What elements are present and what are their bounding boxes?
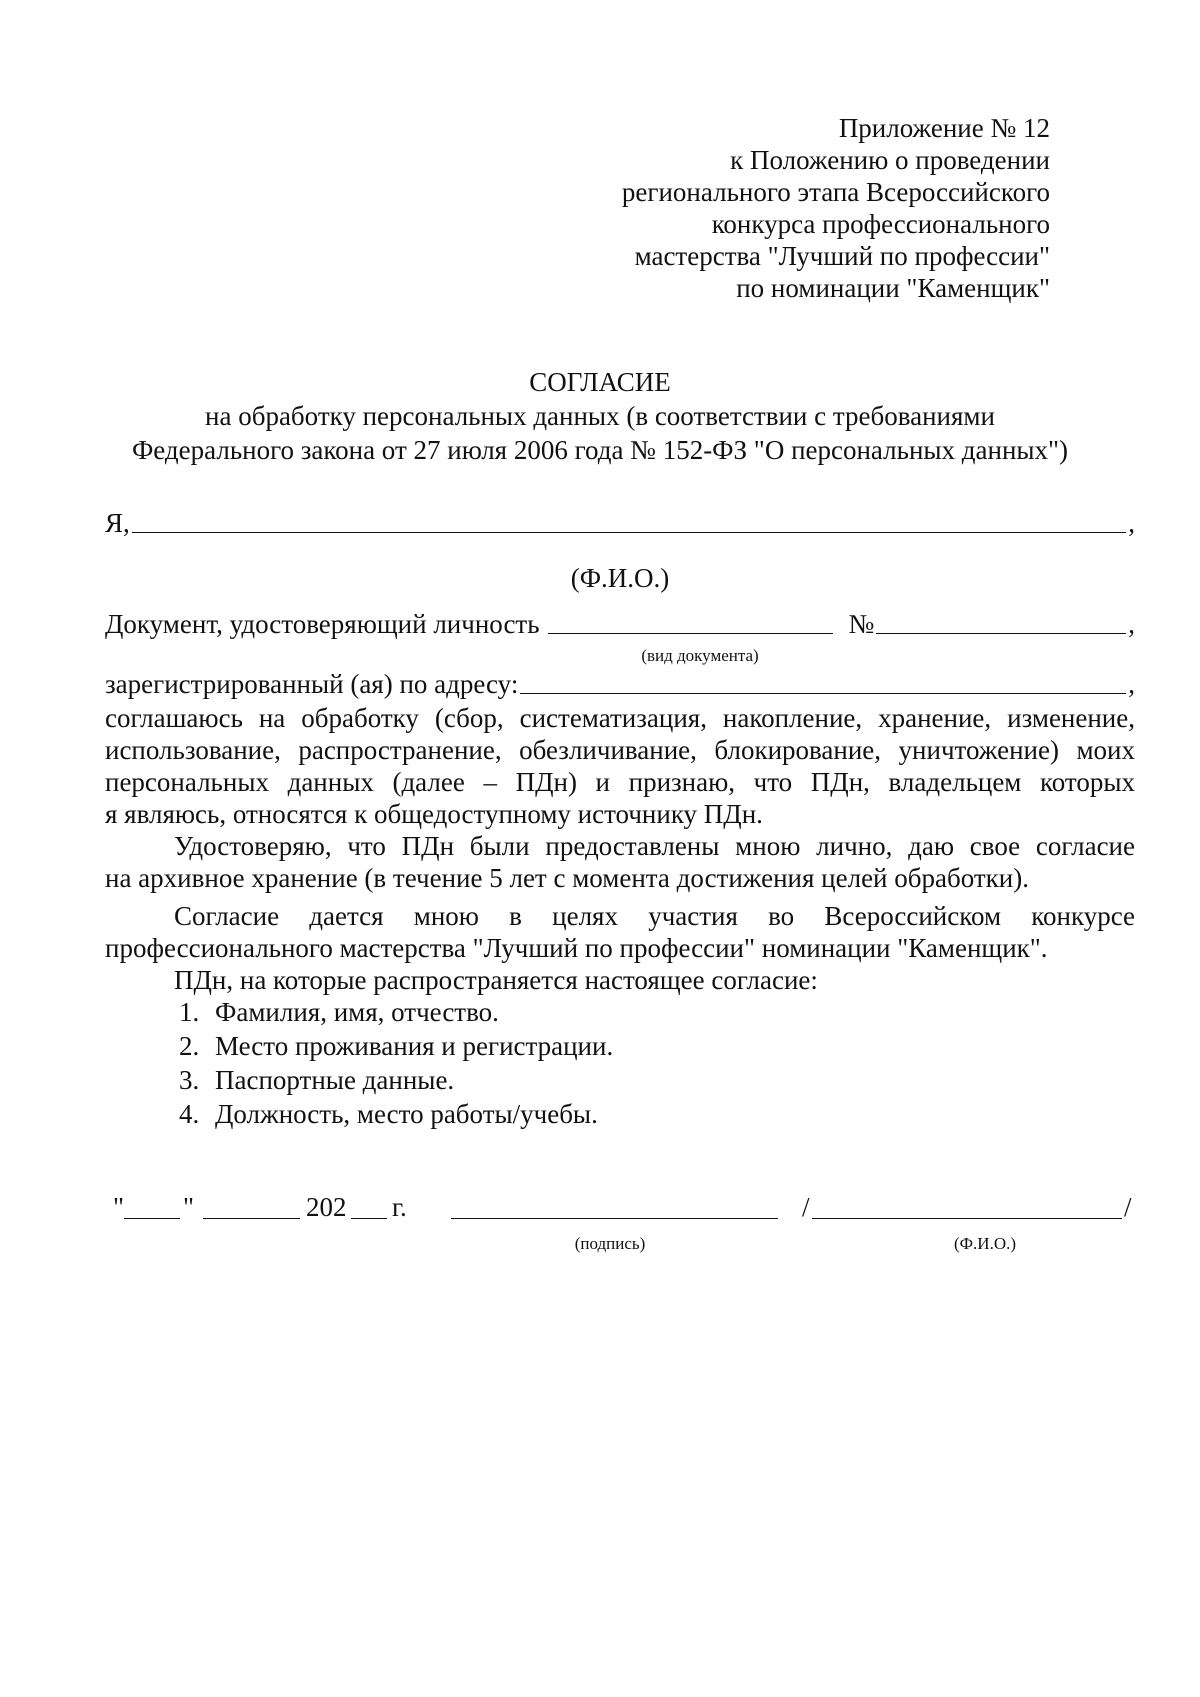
signature-fio-caption: (Ф.И.О.) [953,1234,1017,1253]
p2-line: Удостоверяю, что ПДн были предоставлены мною лично, даю свое согласие [174,831,1135,861]
date-quote-open: " [113,1192,125,1222]
header-line-5: мастерства "Лучший по профессии" [634,241,1050,271]
p1-line: я являюсь, относятся к общедоступному источнику ПДн. [105,799,763,829]
day-input-line[interactable] [124,1218,180,1219]
list-item: 1. Фамилия, имя, отчество. [179,997,499,1027]
header-line-6: по номинации "Каменщик" [736,273,1050,303]
header-line-1: Приложение № 12 [838,113,1050,143]
p3-line: Согласие дается мною в целях участия во Всероссийском конкурсе [174,901,1135,931]
header-line-3: регионального этапа Всероссийского [621,177,1050,207]
header-line-4: конкурса профессионального [711,209,1050,239]
ya-label: Я, [105,508,130,538]
p1-line: использование, распространение, обезличивание, блокирование, уничтожение) моих [105,735,1135,765]
signature-caption: (подпись) [574,1234,646,1253]
title-subtitle-1: на обработку персональных данных (в соответствии с требованиями [205,401,995,431]
fio-caption: (Ф.И.О.) [570,563,670,593]
header-line-2: к Положению о проведении [730,145,1050,175]
doc-number-input-line[interactable] [876,633,1126,634]
pdn-list-intro: ПДн, на которые распространяется настоящее согласие: [174,965,818,995]
list-item: 4. Должность, место работы/учебы. [179,1099,598,1129]
list-item: 3. Паспортные данные. [179,1065,455,1095]
p1-line: персональных данных (далее – ПДн) и признаю, что ПДн, владельцем которых [105,767,1135,797]
signature-fio-input-line[interactable] [812,1218,1122,1219]
document-title: СОГЛАСИЕ [529,367,671,397]
p2-line: на архивное хранение (в течение 5 лет с момента достижения целей обработки). [105,863,1029,893]
date-quote-close: " [183,1192,195,1222]
title-subtitle-2: Федерального закона от 27 июля 2006 года № 152-ФЗ "О персональных данных") [131,435,1069,465]
document-row [105,608,1135,640]
year-suffix: г. [392,1192,407,1222]
signature-slash-close: / [1124,1192,1132,1222]
signature-input-line[interactable] [451,1218,778,1219]
fio-comma: , [1128,508,1135,538]
fio-row [105,507,1135,539]
address-label: зарегистрированный (ая) по адресу: [105,669,519,699]
doc-type-input-line[interactable] [548,633,833,634]
p3-line: профессионального мастерства "Лучший по профессии" номинации "Каменщик". [105,933,1048,963]
signature-slash-open: / [802,1192,810,1222]
year-prefix: 202 [306,1192,347,1222]
address-row [105,668,1135,700]
doc-number-label: № [848,609,875,639]
month-input-line[interactable] [203,1218,300,1219]
list-item: 2. Место проживания и регистрации. [179,1031,614,1061]
year-input-line[interactable] [351,1218,387,1219]
address-comma: , [1128,669,1135,699]
address-input-line[interactable] [520,693,1126,694]
doc-label: Документ, удостоверяющий личность [105,609,540,639]
doc-comma: , [1128,609,1135,639]
fio-input-line[interactable] [132,532,1126,533]
doc-type-caption: (вид документа) [641,646,759,665]
p1-line: соглашаюсь на обработку (сбор, систематизация, накопление, хранение, изменение, [105,703,1135,733]
